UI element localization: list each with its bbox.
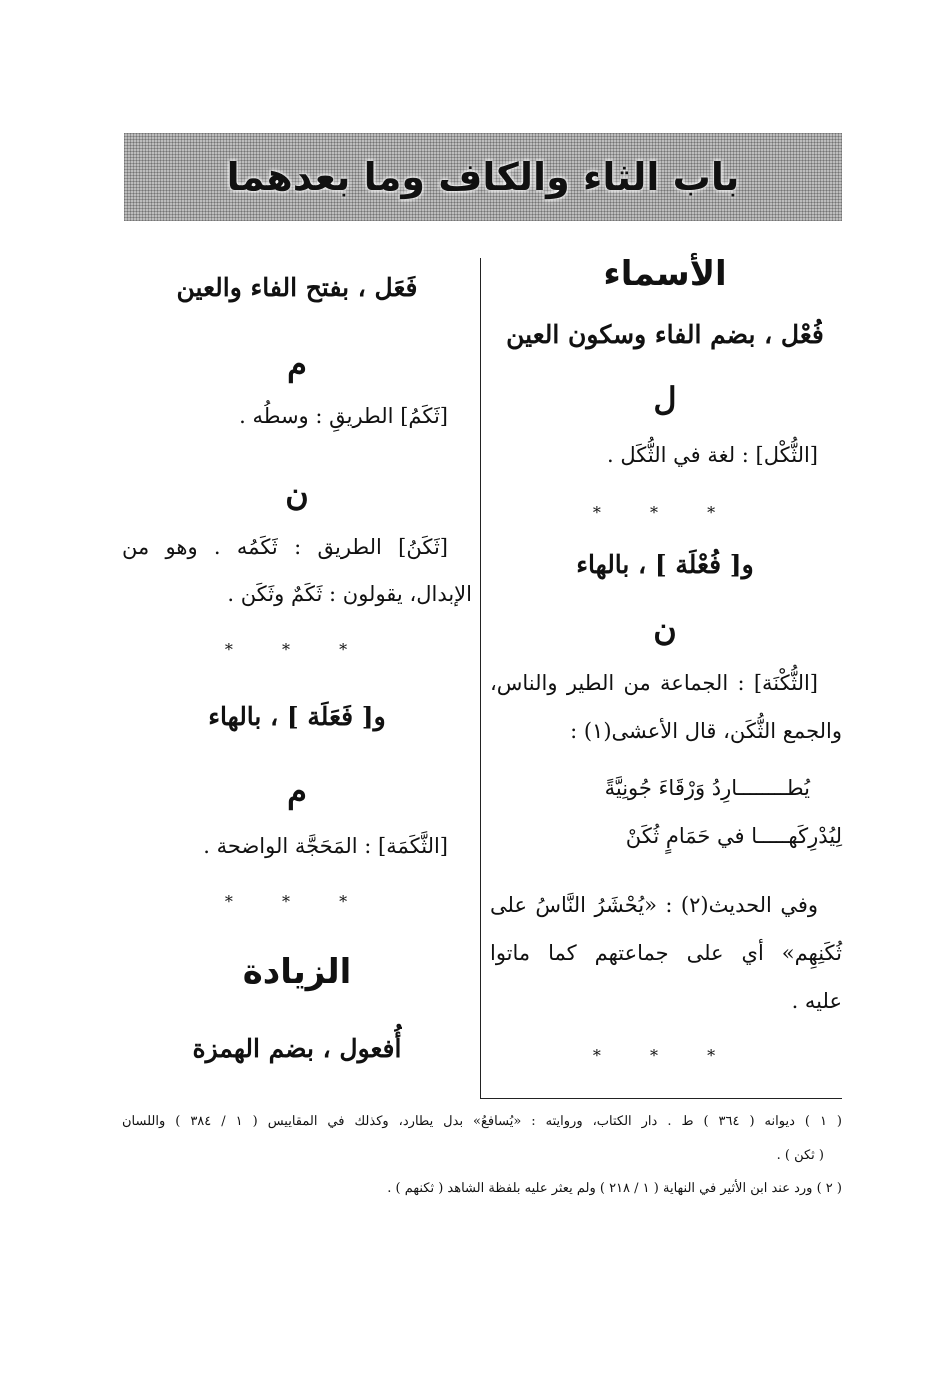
verse-line: يُطــــــــارِدُ وَرْقَاءَ جُونِيَّةً: [604, 776, 810, 800]
entry-text: [الثُّكْل] : لغة في الثُّكَل .: [607, 443, 818, 467]
footnote-rule: [480, 1098, 842, 1099]
chapter-banner: [124, 133, 842, 221]
entry-text: الإبدال، يقولون : ثَكَمٌ وثَكَن .: [227, 582, 472, 606]
section-heading-additions: الزيادة: [242, 952, 352, 992]
subsection-heading: أُفعول ، بضم الهمزة: [192, 1034, 402, 1063]
separator-stars: * * *: [592, 1046, 738, 1065]
chapter-title: باب الثاء والكاف وما بعدهما: [226, 155, 740, 199]
footnote-1: ( ١ ) ديوانه ( ٣٦٤ ) ط . دار الكتاب، وروايته : «يُسافعُ» بدل يطارد، وكذلك في المقاييس ( ١ / ٣٨٤ ) واللسان: [122, 1114, 842, 1129]
entry-text: والجمع الثُّكَن، قال الأعشى(١) :: [570, 719, 842, 743]
subsection-heading: فَعَل ، بفتح الفاء والعين: [176, 273, 418, 302]
entry-text: عليه .: [791, 989, 842, 1013]
footnote-2: ( ٢ ) ورد عند ابن الأثير في النهاية ( ١ / ٢١٨ ) ولم يعثر عليه بلفظة الشاهد ( ثكنهم ) .: [387, 1181, 842, 1196]
subsection-heading: فُعْل ، بضم الفاء وسكون العين: [506, 320, 824, 349]
entry-text: وفي الحديث(٢) : «يُحْشَرُ النَّاسُ على: [490, 893, 818, 917]
subsection-heading: و[ فُعْلَة ] ، بالهاء: [576, 550, 754, 579]
separator-stars: * * *: [592, 503, 738, 522]
separator-stars: * * *: [224, 640, 370, 659]
letter-heading: م: [287, 772, 307, 810]
entry-text: [ثَكَمُ] الطريقِ : وسطُه .: [239, 404, 448, 428]
entry-text: [الثُّكْنَة] : الجماعة من الطير والناس،: [490, 671, 818, 695]
letter-heading: ل: [653, 380, 677, 418]
verse-line: لِيُدْرِكَهـــــا في حَمَامٍ ثُكَنْ: [625, 824, 842, 848]
entry-text: [الثَّكَمَة] : المَحَجَّة الواضحة .: [203, 834, 448, 858]
section-heading-names: الأسماء: [603, 254, 727, 294]
entry-text: ثُكَنِهِم» أي على جماعتهم كما ماتوا: [490, 941, 842, 965]
letter-heading: ن: [653, 610, 677, 648]
letter-heading: م: [287, 345, 307, 383]
letter-heading: ن: [285, 475, 309, 513]
entry-text: [ثَكَنُ] الطريق : ثَكَمُه . وهو من: [122, 535, 448, 559]
footnote-1-continuation: ( ثكن ) .: [776, 1148, 824, 1163]
column-divider: [480, 258, 481, 1098]
subsection-heading: و[ فَعَلَة ] ، بالهاء: [208, 702, 386, 731]
separator-stars: * * *: [224, 892, 370, 911]
